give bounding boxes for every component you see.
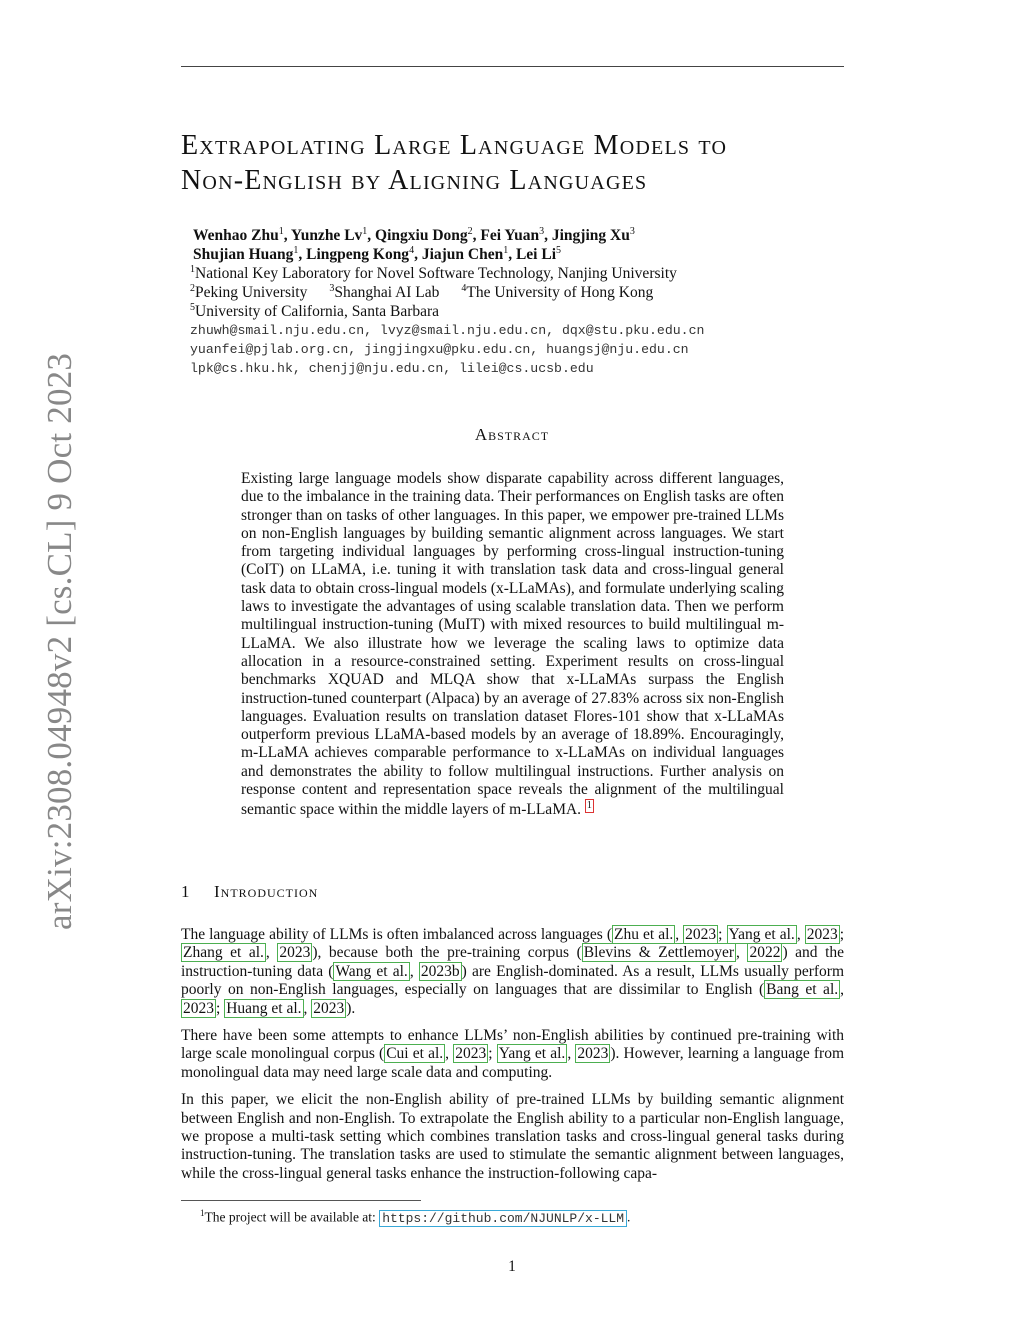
email-line-1: zhuwh@smail.nju.edu.cn, lvyz@smail.nju.edu.cn, dqx@stu.pku.edu.cn bbox=[190, 323, 705, 338]
citation-link[interactable]: 2023 bbox=[313, 999, 345, 1017]
title-line-2: Non-English by Aligning Languages bbox=[181, 165, 648, 196]
email-line-2: yuanfei@pjlab.org.cn, jingjingxu@pku.edu.cn, huangsj@nju.edu.cn bbox=[190, 342, 689, 357]
citation-link[interactable]: 2023 bbox=[183, 999, 214, 1017]
paragraph-1: The language ability of LLMs is often imbalanced across languages ( Zhu et al. , 2023 ; Yang et al. , 2023 ; Zhang et al. , 2023 ), because both the pre-training corpus ( Blevins & Zettlemoyer , 2022 ) and the instruction-tuning data ( Wang et al. , 2023b ) are English-dominated. As a result, LLMs usually perform poorly on non-English languages, especially on languages that are dissimilar to English ( Bang et al. , 2023 ; Huang et al. , 2023 ). bbox=[181, 926, 845, 1017]
author-name: Shujian Huang bbox=[193, 246, 294, 263]
author-block bbox=[190, 225, 813, 378]
abstract-heading: Abstract bbox=[474, 425, 550, 444]
citation-link[interactable]: Zhang et al. bbox=[183, 944, 264, 962]
author-name: Jiajun Chen bbox=[421, 246, 504, 263]
author-name: Qingxiu Dong bbox=[375, 227, 468, 244]
citation-link[interactable]: 2023 bbox=[455, 1045, 487, 1063]
footnote-text: The project will be available at: bbox=[204, 1209, 380, 1225]
author-sup: 1 bbox=[503, 244, 509, 256]
affiliation-2: Peking University bbox=[195, 284, 308, 301]
author-sup: 1 bbox=[362, 225, 368, 237]
title-line-1: Extrapolating Large Language Models to bbox=[181, 130, 728, 161]
citation-link[interactable]: Cui et al. bbox=[386, 1045, 444, 1063]
affiliation-1: $^1$National Key Laboratory for Novel Software Technology, Nanjing University bbox=[190, 263, 677, 282]
citation-link[interactable]: 2023 bbox=[279, 944, 311, 962]
email-line-3: lpk@cs.hku.hk, chenjj@nju.edu.cn, lilei@cs.ucsb.edu bbox=[190, 361, 594, 376]
project-url-link[interactable]: https://github.com/NJUNLP/x-LLM bbox=[379, 1210, 627, 1227]
citation-link[interactable]: 2023 bbox=[685, 926, 717, 943]
citation-link[interactable]: Bang et al. bbox=[766, 981, 839, 999]
citation-link[interactable]: Wang et al. bbox=[335, 962, 408, 980]
author-name: Jingjing Xu bbox=[551, 227, 630, 244]
author-line-2: Shujian Huang$^1$, Lingpeng Kong$^4$, Jiajun Chen$^1$, Lei Li$^5$ bbox=[193, 244, 562, 263]
page-number: 1 bbox=[508, 1258, 516, 1275]
citation-link[interactable]: 2023b bbox=[420, 962, 460, 980]
citation-link[interactable]: 2023 bbox=[577, 1045, 609, 1063]
affiliation-5: $^5$University of California, Santa Barbara bbox=[190, 301, 440, 320]
citation-link[interactable]: Yang et al. bbox=[498, 1045, 566, 1063]
footnote: $^1$The project will be available at: https://github.com/NJUNLP/x-LLM . bbox=[200, 1208, 631, 1226]
section-number: 1 bbox=[181, 882, 191, 901]
author-sup: 4 bbox=[409, 244, 415, 256]
citation-link[interactable]: Zhu et al. bbox=[614, 926, 674, 943]
author-sup: 3 bbox=[629, 225, 635, 237]
citation-link[interactable]: Yang et al. bbox=[728, 926, 795, 943]
abstract-text: Existing large language models show disparate capability across different languages, due to the imbalance in the training data. Their performances on English tasks are often stronger than on tasks of other languages. In this paper, we empower pre-trained LLMs on non-English languages by building semantic alignment across languages. We start from targeting individual languages by performing cross-lingual instruction-tuning (CoIT) on LLaMA, i.e. tuning it with translation task data and cross-lingual general task data to obtain cross-lingual models (x-LLaMAs), and formulate underlying scaling laws to investigate the advantages of using scalable translation data. Then we perform multilingual instruction-tuning (MuIT) with mixed resources to build multilingual m-LLaMA. We also illustrate how we leverage the scaling laws to optimize data allocation in a resource-constrained setting. Experiment results on cross-lingual benchmarks XQUAD and MLQA show that x-LLaMAs surpass the English instruction-tuned counterpart (Alpaca) by an average of 27.83% across six non-English languages. Evaluation results on translation dataset Flores-101 show that x-LLaMAs outperform previous LLaMA-based models by an average of 18.89%. Encouragingly, m-LLaMA achieves comparable performance to x-LLaMAs on individual languages and demonstrates the ability to follow multilingual instructions. Further analysis on response content and representation space reveals the alignment of the multilingual semantic space within the middle layers of m-LLaMA. bbox=[241, 470, 784, 819]
footnote-rule bbox=[181, 1200, 421, 1201]
affiliation-line-2: $^2$Peking University $^3$Shanghai AI Lab $^4$The University of Hong Kong bbox=[190, 282, 654, 301]
paper-title bbox=[181, 128, 861, 198]
author-sup: 1 bbox=[293, 244, 299, 256]
introduction-body bbox=[181, 926, 844, 1192]
author-name: Wenhao Zhu bbox=[193, 227, 279, 244]
paragraph-3: In this paper, we elicit the non-English ability of pre-trained LLMs by building semantic alignment between English and non-English. To extrapolate the English ability to a particular non-English language, we propose a multi-task setting which combines translation tasks and cross-lingual general tasks during instruction-tuning. The translation tasks are used to stimulate the semantic alignment between languages, while the cross-lingual general tasks enhance the instruction-following capa- bbox=[181, 1091, 844, 1182]
citation-link[interactable]: Huang et al. bbox=[226, 999, 302, 1017]
paragraph-2: There have been some attempts to enhance LLMs’ non-English abilities by continued pre-training with large scale monolingual corpus ( Cui et al. , 2023 ; Yang et al. , 2023 ). However, learning a language from monolingual data may need large scale data and computing. bbox=[181, 1027, 845, 1081]
author-name: Lingpeng Kong bbox=[306, 246, 410, 263]
author-name: Yunzhe Lv bbox=[290, 227, 363, 244]
abstract-body bbox=[241, 470, 784, 820]
section-title: Introduction bbox=[214, 882, 319, 901]
author-sup: 2 bbox=[467, 225, 473, 237]
arxiv-sidebar-stamp: arXiv:2308.04948v2 [cs.CL] 9 Oct 2023 bbox=[40, 352, 79, 930]
author-line-1: Wenhao Zhu$^1$, Yunzhe Lv$^1$, Qingxiu Dong$^2$, Fei Yuan$^3$, Jingjing Xu$^3$ bbox=[193, 225, 635, 244]
affiliation-4: The University of Hong Kong bbox=[466, 284, 654, 301]
author-sup: 5 bbox=[556, 244, 562, 256]
footnote-mark: 1 bbox=[200, 1208, 205, 1218]
author-name: Lei Li bbox=[515, 246, 557, 263]
citation-link[interactable]: 2023 bbox=[806, 926, 838, 943]
citation-link[interactable]: Blevins & Zettlemoyer bbox=[583, 944, 735, 962]
author-name: Fei Yuan bbox=[480, 227, 540, 244]
section-heading-introduction bbox=[181, 882, 318, 902]
author-sup: 3 bbox=[539, 225, 545, 237]
affiliation-3: Shanghai AI Lab bbox=[334, 284, 440, 301]
author-sup: 1 bbox=[278, 225, 284, 237]
footnote-link[interactable]: 1 bbox=[586, 800, 592, 812]
top-rule bbox=[181, 66, 844, 67]
citation-link[interactable]: 2022 bbox=[749, 944, 781, 962]
